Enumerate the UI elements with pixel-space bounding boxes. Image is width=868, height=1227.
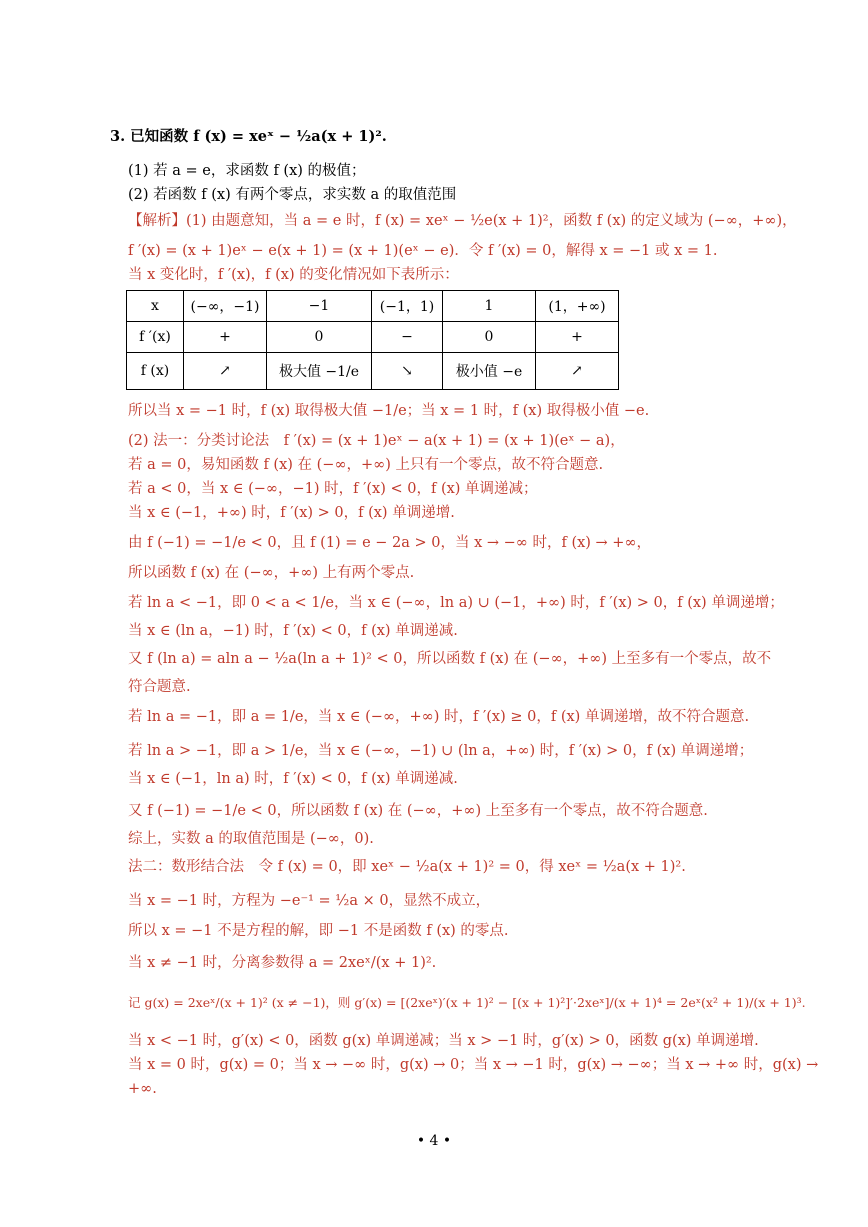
solution-line: 所以 x = −1 不是方程的解，即 −1 不是函数 f (x) 的零点.: [128, 923, 509, 939]
solution-line: 当 x < −1 时，g′(x) < 0，函数 g(x) 单调递减；当 x > −1 时，g′(x) > 0，函数 g(x) 单调递增.: [128, 1033, 759, 1049]
table-cell: 1: [443, 291, 536, 322]
table-cell: ↘: [372, 353, 443, 390]
table-cell: 极大值 −1/e: [267, 353, 372, 390]
table-cell: (−1，1): [372, 291, 443, 322]
table-cell: 0: [443, 322, 536, 353]
solution-line: 若 a = 0，易知函数 f (x) 在 (−∞，+∞) 上只有一个零点，故不符合题意.: [128, 457, 604, 473]
table-cell: f ′(x): [127, 322, 184, 353]
question-part1: (1) 若 a = e，求函数 f (x) 的极值；: [128, 163, 366, 179]
table-cell: −1: [267, 291, 372, 322]
solution-line: 若 a < 0，当 x ∈ (−∞，−1) 时，f ′(x) < 0，f (x) 单调递减；: [128, 481, 538, 497]
table-cell: +: [184, 322, 267, 353]
table-row: [127, 353, 619, 390]
solution-line: 记 g(x) = 2xeˣ/(x + 1)² (x ≠ −1)，则 g′(x) = [(2xeˣ)′(x + 1)² − [(x + 1)²]′·2xeˣ]/(x + 1)⁴ = 2eˣ(x² + 1)/(x + 1)³.: [128, 995, 806, 1010]
solution-line: 当 x ∈ (−1，+∞) 时，f ′(x) > 0，f (x) 单调递增.: [128, 505, 455, 521]
table-row: [127, 322, 619, 353]
table-cell: (1，+∞): [536, 291, 619, 322]
solution-line: 综上，实数 a 的取值范围是 (−∞，0).: [128, 831, 374, 847]
table-cell: 极小值 −e: [443, 353, 536, 390]
question-stem: 3. 已知函数 f (x) = xeˣ − ½a(x + 1)².: [110, 128, 387, 145]
table-cell: ↗: [536, 353, 619, 390]
page-number: • 4 •: [416, 1133, 452, 1149]
variation-table: [126, 290, 619, 390]
question-part2: (2) 若函数 f (x) 有两个零点，求实数 a 的取值范围: [128, 187, 457, 203]
solution-line: +∞.: [128, 1081, 157, 1097]
solution-line: 【解析】(1) 由题意知，当 a = e 时，f (x) = xeˣ − ½e(x + 1)²，函数 f (x) 的定义域为 (−∞，+∞)，: [128, 213, 797, 229]
solution-line: 法二：数形结合法 令 f (x) = 0，即 xeˣ − ½a(x + 1)² = 0，得 xeˣ = ½a(x + 1)².: [128, 859, 686, 875]
solution-line: 当 x ≠ −1 时，分离参数得 a = 2xeˣ/(x + 1)².: [128, 955, 437, 971]
solution-line: 符合题意.: [128, 679, 191, 695]
solution-line: 所以函数 f (x) 在 (−∞，+∞) 上有两个零点.: [128, 565, 415, 581]
table-cell: f (x): [127, 353, 184, 390]
table-cell: −: [372, 322, 443, 353]
solution-line: 当 x = 0 时，g(x) = 0；当 x → −∞ 时，g(x) → 0；当 x → −1 时，g(x) → −∞；当 x → +∞ 时，g(x) →: [128, 1057, 819, 1073]
table-cell: +: [536, 322, 619, 353]
table-cell: 0: [267, 322, 372, 353]
table-cell: ↗: [184, 353, 267, 390]
solution-line: 当 x ∈ (−1，ln a) 时，f ′(x) < 0，f (x) 单调递减.: [128, 771, 458, 787]
solution-line: 当 x = −1 时，方程为 −e⁻¹ = ½a × 0，显然不成立，: [128, 893, 491, 909]
solution-line: 由 f (−1) = −1/e < 0，且 f (1) = e − 2a > 0，当 x → −∞ 时，f (x) → +∞，: [128, 535, 652, 551]
table-row: [127, 291, 619, 322]
solution-line: 当 x 变化时，f ′(x)，f (x) 的变化情况如下表所示：: [128, 267, 459, 283]
solution-line: 若 ln a < −1，即 0 < a < 1/e，当 x ∈ (−∞，ln a) ∪ (−1，+∞) 时，f ′(x) > 0，f (x) 单调递增；: [128, 595, 784, 611]
solution-line: 又 f (ln a) = aln a − ½a(ln a + 1)² < 0，所以函数 f (x) 在 (−∞，+∞) 上至多有一个零点，故不: [128, 651, 772, 667]
solution-line: 若 ln a > −1，即 a > 1/e，当 x ∈ (−∞，−1) ∪ (ln a，+∞) 时，f ′(x) > 0，f (x) 单调递增；: [128, 743, 754, 759]
solution-line: 又 f (−1) = −1/e < 0，所以函数 f (x) 在 (−∞，+∞) 上至多有一个零点，故不符合题意.: [128, 803, 708, 819]
solution-line: f ′(x) = (x + 1)eˣ − e(x + 1) = (x + 1)(eˣ − e)．令 f ′(x) = 0，解得 x = −1 或 x = 1.: [128, 243, 718, 259]
table-cell: x: [127, 291, 184, 322]
solution-line: 当 x ∈ (ln a，−1) 时，f ′(x) < 0，f (x) 单调递减.: [128, 623, 458, 639]
solution-line: (2) 法一：分类讨论法 f ′(x) = (x + 1)eˣ − a(x + 1) = (x + 1)(eˣ − a)，: [128, 433, 625, 449]
table-cell: (−∞，−1): [184, 291, 267, 322]
solution-line: 所以当 x = −1 时，f (x) 取得极大值 −1/e；当 x = 1 时，f (x) 取得极小值 −e.: [128, 403, 650, 419]
solution-line: 若 ln a = −1，即 a = 1/e，当 x ∈ (−∞，+∞) 时，f ′(x) ≥ 0，f (x) 单调递增，故不符合题意.: [128, 709, 750, 725]
